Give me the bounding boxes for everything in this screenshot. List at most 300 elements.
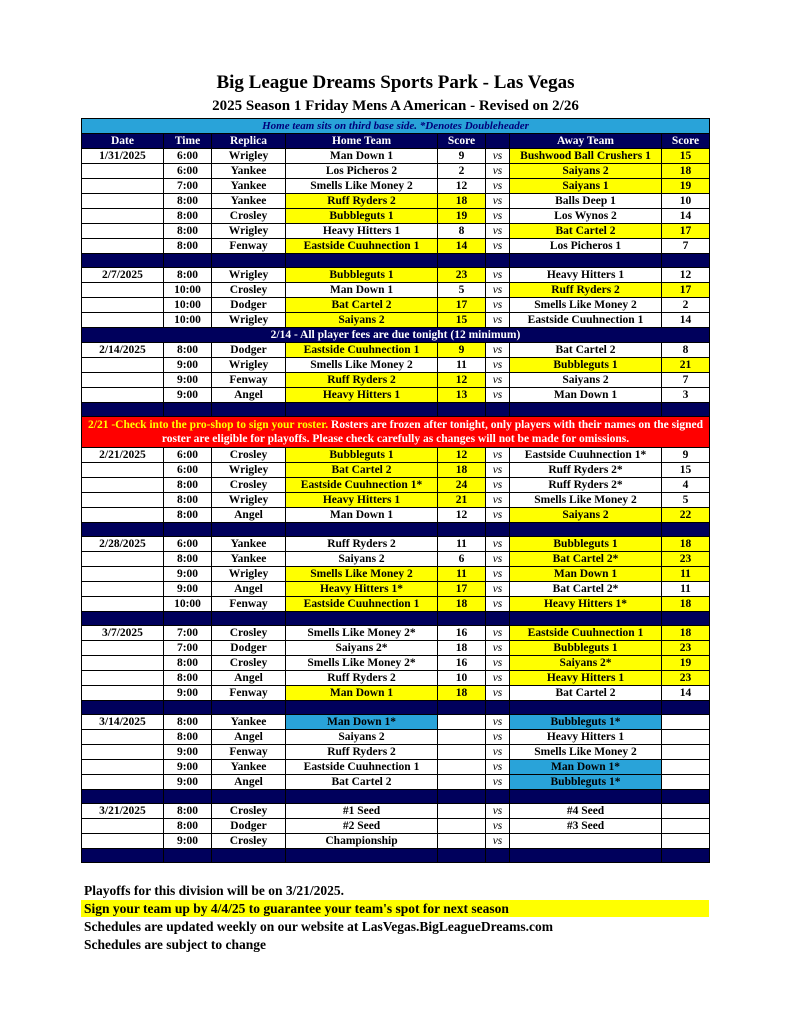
game-replica: Yankee	[212, 194, 286, 209]
vs-label: vs	[486, 298, 510, 313]
game-replica: Angel	[212, 582, 286, 597]
game-replica: Angel	[212, 508, 286, 523]
game-replica: Yankee	[212, 715, 286, 730]
game-date: 3/21/2025	[82, 804, 164, 819]
game-date	[82, 582, 164, 597]
separator-cell	[212, 790, 286, 804]
away-team: Ruff Ryders 2*	[510, 478, 662, 493]
game-date	[82, 641, 164, 656]
home-score	[438, 760, 486, 775]
game-date	[82, 730, 164, 745]
game-date	[82, 508, 164, 523]
info-note: Home team sits on third base side. *Denotes Doubleheader	[82, 119, 710, 134]
game-time: 10:00	[164, 597, 212, 612]
vs-label: vs	[486, 493, 510, 508]
separator-cell	[662, 254, 710, 268]
away-team: Eastside Cuuhnection 1	[510, 313, 662, 328]
separator-cell	[286, 523, 438, 537]
game-row	[82, 819, 710, 834]
game-row	[82, 164, 710, 179]
game-time: 8:00	[164, 239, 212, 254]
game-time: 9:00	[164, 582, 212, 597]
home-team: Smells Like Money 2	[286, 179, 438, 194]
home-team: Saiyans 2	[286, 313, 438, 328]
vs-label: vs	[486, 760, 510, 775]
separator-cell	[662, 523, 710, 537]
home-score: 18	[438, 597, 486, 612]
info-row	[82, 119, 710, 134]
away-score: 17	[662, 224, 710, 239]
game-time: 6:00	[164, 463, 212, 478]
separator-cell	[212, 849, 286, 863]
home-team: Ruff Ryders 2	[286, 537, 438, 552]
away-team: Heavy Hitters 1	[510, 268, 662, 283]
game-date: 2/7/2025	[82, 268, 164, 283]
separator-cell	[510, 790, 662, 804]
game-date	[82, 775, 164, 790]
game-replica: Yankee	[212, 164, 286, 179]
home-score: 5	[438, 283, 486, 298]
home-team: Heavy Hitters 1*	[286, 582, 438, 597]
away-score	[662, 760, 710, 775]
game-replica: Dodger	[212, 641, 286, 656]
vs-label: vs	[486, 313, 510, 328]
home-score: 17	[438, 582, 486, 597]
home-team: Man Down 1*	[286, 715, 438, 730]
home-score: 16	[438, 626, 486, 641]
home-team: Heavy Hitters 1	[286, 493, 438, 508]
game-time: 7:00	[164, 626, 212, 641]
away-score: 3	[662, 388, 710, 403]
game-row	[82, 268, 710, 283]
home-score	[438, 804, 486, 819]
vs-label: vs	[486, 508, 510, 523]
away-score: 18	[662, 626, 710, 641]
separator-cell	[286, 254, 438, 268]
home-team: Eastside Cuuhnection 1	[286, 597, 438, 612]
vs-label: vs	[486, 209, 510, 224]
separator-cell	[510, 612, 662, 626]
vs-label: vs	[486, 268, 510, 283]
signup-note: Sign your team up by 4/4/25 to guarantee your team's spot for next season	[81, 900, 709, 917]
game-time: 8:00	[164, 268, 212, 283]
header-row	[82, 134, 710, 149]
vs-label: vs	[486, 164, 510, 179]
away-score	[662, 834, 710, 849]
game-date	[82, 760, 164, 775]
away-score: 7	[662, 373, 710, 388]
home-score	[438, 819, 486, 834]
home-score: 12	[438, 373, 486, 388]
home-team: Bubbleguts 1	[286, 448, 438, 463]
home-score: 8	[438, 224, 486, 239]
away-team	[510, 834, 662, 849]
away-score: 19	[662, 656, 710, 671]
away-team: Bat Cartel 2*	[510, 582, 662, 597]
away-team: Heavy Hitters 1	[510, 671, 662, 686]
vs-label: vs	[486, 656, 510, 671]
separator-cell	[438, 523, 486, 537]
game-replica: Yankee	[212, 179, 286, 194]
game-row	[82, 730, 710, 745]
game-time: 8:00	[164, 552, 212, 567]
separator-cell	[82, 523, 164, 537]
vs-label: vs	[486, 537, 510, 552]
away-team: Man Down 1	[510, 388, 662, 403]
game-date	[82, 179, 164, 194]
vs-label: vs	[486, 626, 510, 641]
game-time: 8:00	[164, 730, 212, 745]
game-replica: Wrigley	[212, 149, 286, 164]
separator-row	[82, 790, 710, 804]
game-date	[82, 834, 164, 849]
game-date	[82, 745, 164, 760]
col-away-team-header: Away Team	[510, 134, 662, 149]
game-time: 8:00	[164, 224, 212, 239]
away-score: 18	[662, 537, 710, 552]
vs-label: vs	[486, 582, 510, 597]
away-team: Smells Like Money 2	[510, 493, 662, 508]
away-team: Saiyans 2	[510, 164, 662, 179]
vs-label: vs	[486, 463, 510, 478]
home-team: #1 Seed	[286, 804, 438, 819]
home-team: Saiyans 2	[286, 552, 438, 567]
separator-cell	[486, 403, 510, 417]
away-score: 14	[662, 686, 710, 701]
col-home-score-header: Score	[438, 134, 486, 149]
game-time: 9:00	[164, 373, 212, 388]
game-date	[82, 239, 164, 254]
vs-label: vs	[486, 641, 510, 656]
game-row	[82, 463, 710, 478]
separator-row	[82, 403, 710, 417]
game-time: 8:00	[164, 493, 212, 508]
alert-row	[82, 417, 710, 448]
game-row	[82, 194, 710, 209]
vs-label: vs	[486, 775, 510, 790]
away-score: 23	[662, 641, 710, 656]
home-score: 16	[438, 656, 486, 671]
game-time: 9:00	[164, 760, 212, 775]
home-score	[438, 715, 486, 730]
home-team: Man Down 1	[286, 149, 438, 164]
game-date	[82, 373, 164, 388]
vs-label: vs	[486, 552, 510, 567]
away-score: 10	[662, 194, 710, 209]
separator-cell	[164, 849, 212, 863]
game-row	[82, 641, 710, 656]
separator-cell	[486, 849, 510, 863]
home-team: Man Down 1	[286, 508, 438, 523]
game-replica: Crosley	[212, 478, 286, 493]
away-score: 4	[662, 478, 710, 493]
separator-cell	[486, 790, 510, 804]
game-replica: Crosley	[212, 656, 286, 671]
game-time: 10:00	[164, 313, 212, 328]
home-score: 15	[438, 313, 486, 328]
schedule-table	[81, 118, 710, 863]
away-score: 12	[662, 268, 710, 283]
vs-label: vs	[486, 819, 510, 834]
away-score	[662, 745, 710, 760]
game-replica: Angel	[212, 388, 286, 403]
game-time: 6:00	[164, 448, 212, 463]
home-score	[438, 730, 486, 745]
separator-cell	[510, 701, 662, 715]
game-replica: Yankee	[212, 760, 286, 775]
separator-cell	[286, 790, 438, 804]
away-team: Bubbleguts 1	[510, 537, 662, 552]
separator-cell	[164, 403, 212, 417]
separator-cell	[82, 612, 164, 626]
away-team: Los Wynos 2	[510, 209, 662, 224]
home-team: Man Down 1	[286, 283, 438, 298]
game-date	[82, 358, 164, 373]
vs-label: vs	[486, 686, 510, 701]
game-row	[82, 745, 710, 760]
separator-cell	[662, 701, 710, 715]
vs-label: vs	[486, 373, 510, 388]
separator-cell	[82, 849, 164, 863]
home-score: 11	[438, 358, 486, 373]
home-score: 12	[438, 179, 486, 194]
game-row	[82, 582, 710, 597]
vs-label: vs	[486, 597, 510, 612]
game-date	[82, 493, 164, 508]
home-team: Eastside Cuuhnection 1	[286, 239, 438, 254]
away-score: 23	[662, 671, 710, 686]
vs-label: vs	[486, 194, 510, 209]
separator-cell	[212, 701, 286, 715]
vs-label: vs	[486, 179, 510, 194]
away-score: 18	[662, 164, 710, 179]
away-score: 11	[662, 567, 710, 582]
game-replica: Wrigley	[212, 567, 286, 582]
alert-banner	[82, 417, 710, 448]
away-team: Saiyans 2*	[510, 656, 662, 671]
game-date	[82, 463, 164, 478]
away-team: Bubbleguts 1	[510, 641, 662, 656]
separator-cell	[212, 403, 286, 417]
separator-cell	[286, 612, 438, 626]
game-row	[82, 760, 710, 775]
col-time-header: Time	[164, 134, 212, 149]
separator-cell	[164, 790, 212, 804]
home-score: 13	[438, 388, 486, 403]
game-row	[82, 671, 710, 686]
home-team: Heavy Hitters 1	[286, 388, 438, 403]
separator-cell	[164, 254, 212, 268]
home-team: Saiyans 2	[286, 730, 438, 745]
home-score: 6	[438, 552, 486, 567]
away-score: 15	[662, 463, 710, 478]
home-score: 14	[438, 239, 486, 254]
away-team: Ruff Ryders 2*	[510, 463, 662, 478]
game-replica: Crosley	[212, 209, 286, 224]
game-replica: Fenway	[212, 686, 286, 701]
away-score	[662, 775, 710, 790]
game-date	[82, 283, 164, 298]
game-replica: Fenway	[212, 239, 286, 254]
vs-label: vs	[486, 283, 510, 298]
separator-cell	[438, 701, 486, 715]
home-team: Eastside Cuuhnection 1*	[286, 478, 438, 493]
game-date	[82, 224, 164, 239]
game-row	[82, 358, 710, 373]
away-score: 7	[662, 239, 710, 254]
home-team: Ruff Ryders 2	[286, 671, 438, 686]
game-row	[82, 775, 710, 790]
game-time: 8:00	[164, 819, 212, 834]
separator-cell	[212, 523, 286, 537]
vs-label: vs	[486, 715, 510, 730]
game-time: 8:00	[164, 508, 212, 523]
away-score: 19	[662, 179, 710, 194]
home-team: Smells Like Money 2	[286, 567, 438, 582]
vs-label: vs	[486, 567, 510, 582]
away-team: Bat Cartel 2	[510, 224, 662, 239]
home-score: 24	[438, 478, 486, 493]
home-team: Smells Like Money 2*	[286, 626, 438, 641]
game-row	[82, 179, 710, 194]
game-time: 8:00	[164, 478, 212, 493]
game-row	[82, 298, 710, 313]
separator-row	[82, 701, 710, 715]
away-score: 8	[662, 343, 710, 358]
home-team: Smells Like Money 2*	[286, 656, 438, 671]
away-team: Saiyans 2	[510, 508, 662, 523]
home-team: Bat Cartel 2	[286, 463, 438, 478]
game-row	[82, 373, 710, 388]
separator-cell	[438, 849, 486, 863]
home-team: Ruff Ryders 2	[286, 745, 438, 760]
playoffs-note: Playoffs for this division will be on 3/21/2025.	[84, 883, 345, 898]
game-replica: Wrigley	[212, 313, 286, 328]
home-score: 18	[438, 641, 486, 656]
separator-cell	[286, 701, 438, 715]
away-team: Eastside Cuuhnection 1	[510, 626, 662, 641]
vs-label: vs	[486, 224, 510, 239]
away-team: Los Picheros 1	[510, 239, 662, 254]
game-time: 8:00	[164, 671, 212, 686]
home-team: Eastside Cuuhnection 1	[286, 343, 438, 358]
vs-label: vs	[486, 478, 510, 493]
game-date	[82, 552, 164, 567]
game-replica: Yankee	[212, 552, 286, 567]
home-score	[438, 745, 486, 760]
game-date: 2/21/2025	[82, 448, 164, 463]
separator-cell	[510, 849, 662, 863]
away-score	[662, 730, 710, 745]
home-score: 18	[438, 463, 486, 478]
home-score: 9	[438, 149, 486, 164]
away-score: 15	[662, 149, 710, 164]
away-score: 23	[662, 552, 710, 567]
away-team: Bat Cartel 2	[510, 343, 662, 358]
away-score	[662, 715, 710, 730]
game-replica: Crosley	[212, 283, 286, 298]
game-replica: Fenway	[212, 373, 286, 388]
home-team: Ruff Ryders 2	[286, 194, 438, 209]
separator-cell	[662, 612, 710, 626]
game-time: 7:00	[164, 641, 212, 656]
separator-cell	[164, 612, 212, 626]
game-date	[82, 686, 164, 701]
separator-cell	[82, 701, 164, 715]
away-team: Saiyans 2	[510, 373, 662, 388]
game-row	[82, 388, 710, 403]
home-score	[438, 775, 486, 790]
game-row	[82, 686, 710, 701]
separator-cell	[438, 612, 486, 626]
away-score: 2	[662, 298, 710, 313]
home-score: 11	[438, 567, 486, 582]
game-date	[82, 671, 164, 686]
separator-cell	[438, 403, 486, 417]
away-score: 17	[662, 283, 710, 298]
game-row	[82, 552, 710, 567]
away-score: 21	[662, 358, 710, 373]
home-team: Bat Cartel 2	[286, 298, 438, 313]
game-date: 3/14/2025	[82, 715, 164, 730]
separator-cell	[212, 254, 286, 268]
away-team: Saiyans 1	[510, 179, 662, 194]
away-team: Eastside Cuuhnection 1*	[510, 448, 662, 463]
game-date	[82, 819, 164, 834]
vs-label: vs	[486, 730, 510, 745]
separator-cell	[510, 523, 662, 537]
game-time: 6:00	[164, 537, 212, 552]
game-date	[82, 298, 164, 313]
separator-cell	[82, 403, 164, 417]
separator-cell	[82, 790, 164, 804]
game-time: 9:00	[164, 567, 212, 582]
game-time: 8:00	[164, 715, 212, 730]
notice-text: 2/14 - All player fees are due tonight (12 minimum)	[82, 328, 710, 343]
game-time: 8:00	[164, 194, 212, 209]
game-date	[82, 656, 164, 671]
home-score: 2	[438, 164, 486, 179]
vs-label: vs	[486, 239, 510, 254]
away-team: Bushwood Ball Crushers 1	[510, 149, 662, 164]
home-team: Heavy Hitters 1	[286, 224, 438, 239]
game-time: 9:00	[164, 388, 212, 403]
game-time: 8:00	[164, 804, 212, 819]
game-row	[82, 239, 710, 254]
game-time: 9:00	[164, 775, 212, 790]
game-replica: Yankee	[212, 537, 286, 552]
game-time: 9:00	[164, 686, 212, 701]
away-team: Balls Deep 1	[510, 194, 662, 209]
game-replica: Crosley	[212, 804, 286, 819]
vs-label: vs	[486, 834, 510, 849]
page-title: Big League Dreams Sports Park - Las Vegas	[216, 72, 575, 93]
game-row	[82, 313, 710, 328]
away-team: Heavy Hitters 1*	[510, 597, 662, 612]
home-score: 12	[438, 448, 486, 463]
home-team: Saiyans 2*	[286, 641, 438, 656]
away-team: Bubbleguts 1*	[510, 775, 662, 790]
game-date	[82, 313, 164, 328]
game-date	[82, 388, 164, 403]
separator-cell	[486, 523, 510, 537]
game-time: 7:00	[164, 179, 212, 194]
home-team: Championship	[286, 834, 438, 849]
home-score: 11	[438, 537, 486, 552]
away-team: Ruff Ryders 2	[510, 283, 662, 298]
vs-label: vs	[486, 388, 510, 403]
home-score: 18	[438, 686, 486, 701]
